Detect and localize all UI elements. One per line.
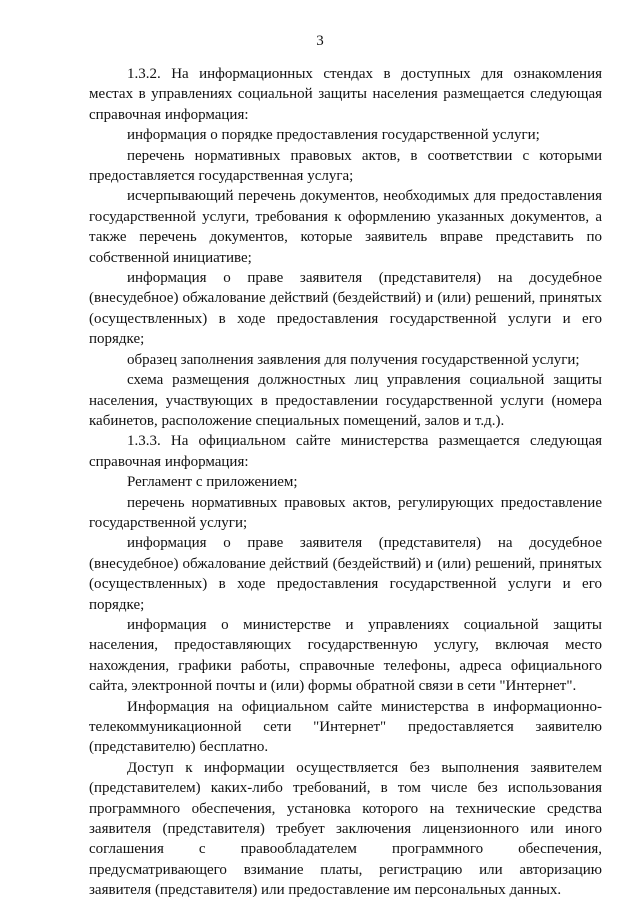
paragraph-free-of-charge: Информация на официальном сайте министерства в информационно-телекоммуникационной сети "Интернет" предоставляется заявителю (представителю) бесплатно. xyxy=(89,698,602,756)
paragraph-appeal-rights-site: информация о праве заявителя (представителя) на досудебное (внесудебное) обжалование действий (бездействий) и (или) решений, принятых (осуществленных) в ходе предоставления государственной услуги и его порядке; xyxy=(89,535,602,613)
paragraph-officials-layout: схема размещения должностных лиц управления социальной защиты населения, участвующих в предоставлении государственной услуги (номера кабинетов, расположение специальных помещений, залов и т.д.). xyxy=(89,372,602,429)
paragraph-1-3-2: 1.3.2. На информационных стендах в доступных для ознакомления местах в управлениях социальной защиты населения размещается следующая справочная информация: xyxy=(89,66,602,123)
paragraph-access-conditions: Доступ к информации осуществляется без выполнения заявителем (представителем) каких-либо требований, в том числе без использования программного обеспечения, установка которого на технические средства заявителя (представителя) требует заключения лицензионного или иного соглашения с правообладателем программного обеспечения, предусматривающего взимание платы, регистрацию или авторизацию заявителя (представителя) или предоставление им персональных данных. xyxy=(89,759,602,899)
paragraph-1-3-3: 1.3.3. На официальном сайте министерства размещается следующая справочная информация: xyxy=(89,433,602,470)
paragraph-legal-acts-list: перечень нормативных правовых актов, в соответствии с которыми предоставляется государственная услуга; xyxy=(89,147,602,185)
paragraph-appeal-rights: информация о праве заявителя (представителя) на досудебное (внесудебное) обжалование действий (бездействий) и (или) решений, принятых (осуществленных) в ходе предоставления государственной услуги и его порядке; xyxy=(89,270,602,348)
paragraph-application-sample: образец заполнения заявления для получения государственной услуги; xyxy=(127,351,580,368)
paragraph-regulating-acts: перечень нормативных правовых актов, регулирующих предоставление государственной услуги; xyxy=(89,494,602,531)
paragraph-documents-list: исчерпывающий перечень документов, необходимых для предоставления государственной услуги, требования к оформлению указанных документов, а также перечень документов, которые заявитель вправе представить по собственной инициативе; xyxy=(89,188,602,266)
paragraph-regulation-annex: Регламент с приложением; xyxy=(127,474,298,491)
page-number: 3 xyxy=(316,33,324,49)
paragraph-service-order-info: информация о порядке предоставления государственной услуги; xyxy=(127,127,540,144)
paragraph-ministry-info: информация о министерстве и управлениях социальной защиты населения, предоставляющих государственную услугу, включая место нахождения, графики работы, справочные телефоны, адреса официального сайта, электронной почты и (или) формы обратной связи в сети "Интернет". xyxy=(89,616,602,695)
body-text xyxy=(89,64,602,901)
